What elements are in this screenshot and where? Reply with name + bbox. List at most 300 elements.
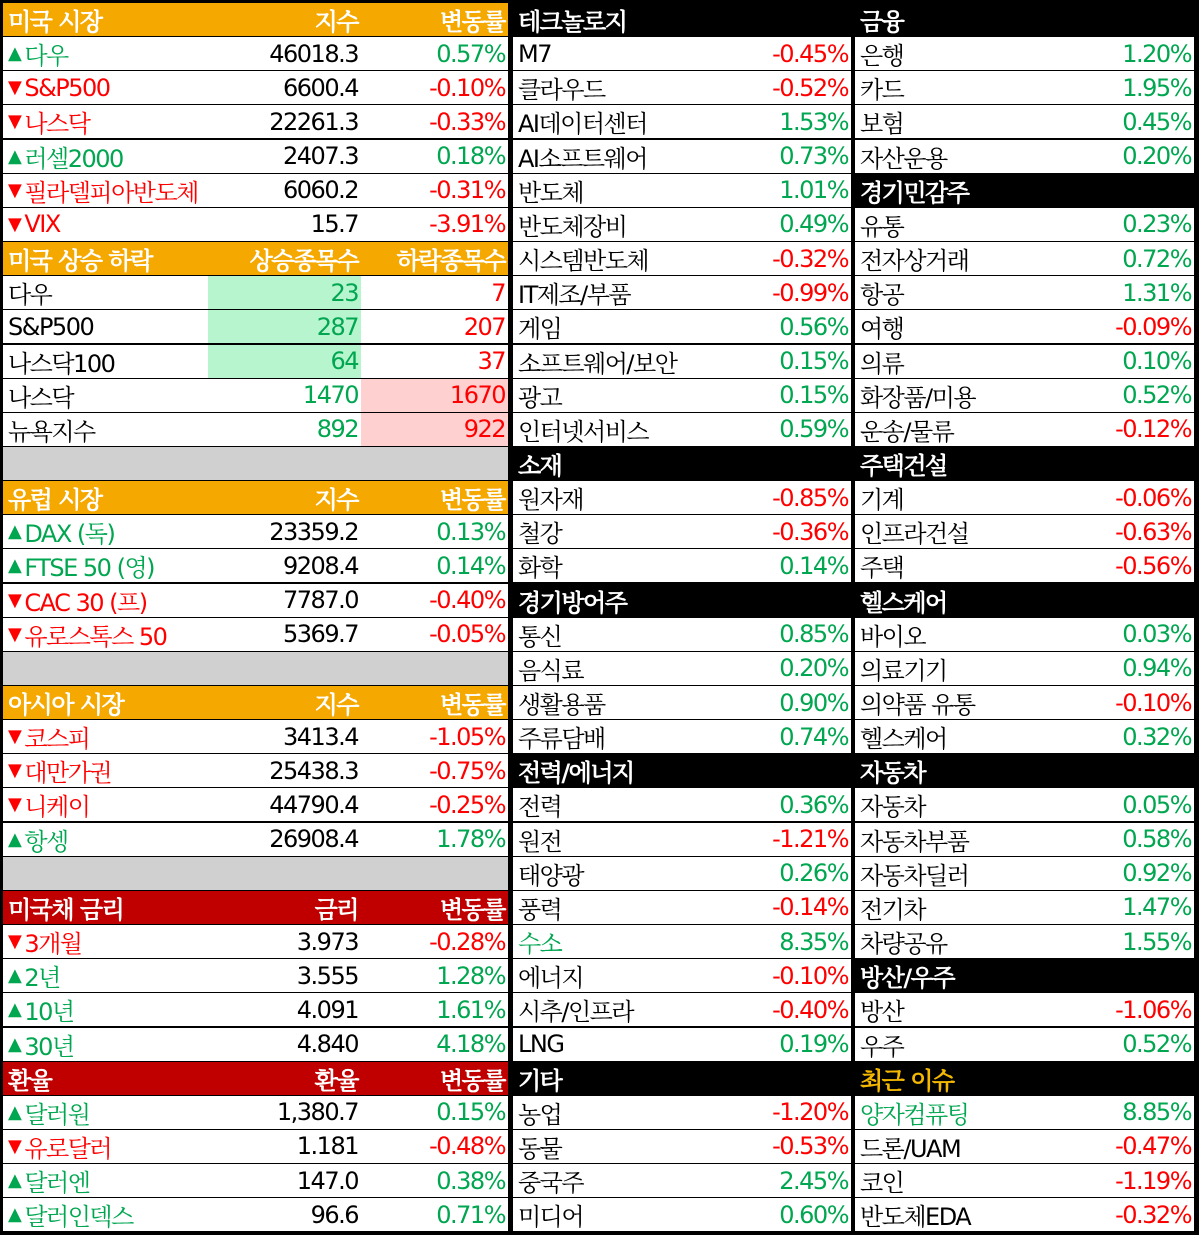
change-percent: -0.10% <box>429 73 505 102</box>
sector-change-percent: -0.52% <box>772 73 848 102</box>
table-row <box>3 310 508 343</box>
market-name-cell <box>3 1164 208 1197</box>
table-row <box>3 515 508 548</box>
down-triangle-icon: ▼ <box>8 760 21 782</box>
header-title: 금융 <box>860 8 904 36</box>
index-value: 96.6 <box>310 1200 358 1229</box>
table-row <box>513 993 851 1026</box>
market-name-cell <box>3 925 208 958</box>
table-row <box>855 686 1194 719</box>
sector-name: 은행 <box>860 42 904 71</box>
sector-change-percent: -0.14% <box>772 893 848 922</box>
change-percent: 0.14% <box>436 551 505 580</box>
header-column-label: 변동률 <box>439 895 505 924</box>
index-value: 7787.0 <box>283 586 358 615</box>
market-name-cell <box>3 959 208 992</box>
header-column-label <box>713 1062 851 1095</box>
table-row <box>513 720 851 753</box>
sector-change-percent: 0.94% <box>1122 654 1191 683</box>
market-name: 2년 <box>24 964 60 993</box>
change-percent: -3.91% <box>429 210 505 239</box>
up-triangle-icon: ▲ <box>8 43 21 65</box>
market-name-cell <box>3 37 208 70</box>
table-row <box>513 823 851 856</box>
table-row <box>513 345 851 378</box>
sector-change-percent: -0.06% <box>1115 483 1191 512</box>
sector-name: 유통 <box>860 212 904 241</box>
table-row <box>855 208 1194 241</box>
sector-name: 드론/UAM <box>860 1134 961 1163</box>
section-header <box>3 686 508 719</box>
table-row <box>513 37 851 70</box>
header-column-label: 상승종목수 <box>249 247 358 276</box>
header-title: 유럽 시장 <box>8 486 102 515</box>
sector-change-percent: 0.23% <box>1122 210 1191 239</box>
table-row <box>855 71 1194 104</box>
section-header <box>513 1062 851 1095</box>
header-title: 주택건설 <box>860 451 947 480</box>
table-row <box>3 276 508 309</box>
up-triangle-icon: ▲ <box>8 1101 21 1123</box>
sector-name: 전자상거래 <box>860 247 969 276</box>
sector-name: 농업 <box>518 1100 562 1129</box>
change-percent: 0.13% <box>436 517 505 546</box>
advancing-count: 892 <box>316 415 358 444</box>
index-value: 15.7 <box>310 210 358 239</box>
index-value: 23359.2 <box>269 517 358 546</box>
table-row <box>855 1096 1194 1129</box>
sector-change-percent: 0.19% <box>779 1030 848 1058</box>
advancing-count: 287 <box>208 310 361 343</box>
market-name: 달러엔 <box>24 1169 90 1198</box>
index-value: 6600.4 <box>283 73 358 102</box>
sector-change-percent: -0.10% <box>1115 688 1191 717</box>
declining-count: 1670 <box>361 379 508 412</box>
sector-change-percent: -0.32% <box>1115 1200 1191 1229</box>
change-percent: -0.05% <box>429 620 505 649</box>
sector-name: 반도체장비 <box>518 212 627 241</box>
table-row <box>513 891 851 924</box>
market-name: S&P500 <box>24 73 110 102</box>
section-header <box>513 754 851 787</box>
market-name: 나스닥100 <box>8 349 115 378</box>
up-triangle-icon: ▲ <box>8 1033 21 1055</box>
declining-count: 37 <box>477 347 505 375</box>
market-name-cell <box>3 993 208 1026</box>
change-percent: -0.48% <box>429 1132 505 1161</box>
index-value: 9208.4 <box>283 551 358 580</box>
header-title: 최근 이슈 <box>860 1066 954 1095</box>
section-header <box>855 447 1194 480</box>
table-row <box>855 788 1194 821</box>
index-value: 44790.4 <box>269 790 358 819</box>
sector-name: 반도체 <box>518 178 584 207</box>
table-row <box>855 140 1194 173</box>
table-row <box>855 515 1194 548</box>
market-name: 달러원 <box>24 1100 90 1129</box>
market-name-cell <box>3 1130 208 1163</box>
change-percent: 1.61% <box>436 995 505 1024</box>
sector-name: 철강 <box>518 520 562 549</box>
down-triangle-icon: ▼ <box>8 589 21 611</box>
market-name-cell <box>3 788 208 821</box>
sector-name: AI소프트웨어 <box>518 144 647 173</box>
table-row <box>855 925 1194 958</box>
header-column-label: 지수 <box>314 8 358 36</box>
table-row <box>513 481 851 514</box>
table-row <box>513 1164 851 1197</box>
table-row <box>855 345 1194 378</box>
index-value: 3.973 <box>296 927 358 956</box>
index-value: 6060.2 <box>283 176 358 205</box>
header-title: 미국채 금리 <box>8 895 124 924</box>
table-row <box>3 105 508 138</box>
table-row <box>513 652 851 685</box>
header-column-label <box>1055 754 1194 787</box>
table-row <box>513 310 851 343</box>
table-row <box>855 1198 1194 1231</box>
table-row <box>855 105 1194 138</box>
table-row <box>855 1164 1194 1197</box>
index-value: 4.091 <box>296 995 358 1024</box>
sector-change-percent: 0.74% <box>779 722 848 751</box>
market-name-cell <box>3 208 208 241</box>
table-row <box>513 515 851 548</box>
market-name-cell <box>3 1028 208 1061</box>
declining-count: 207 <box>463 312 505 341</box>
index-value: 1,380.7 <box>276 1098 358 1127</box>
sector-change-percent: 0.45% <box>1122 107 1191 136</box>
sector-name: 보험 <box>860 110 904 139</box>
sector-name: 카드 <box>860 76 904 105</box>
down-triangle-icon: ▼ <box>8 1135 21 1157</box>
sector-change-percent: 1.47% <box>1122 893 1191 922</box>
section-header <box>3 242 508 275</box>
market-name: 다우 <box>8 281 52 310</box>
table-row <box>3 584 508 617</box>
index-value: 147.0 <box>296 1166 358 1195</box>
section-header <box>513 447 851 480</box>
sector-name: 인터넷서비스 <box>518 417 649 446</box>
sector-name: 우주 <box>860 1032 904 1061</box>
section-header <box>513 584 851 617</box>
sector-name: 자동차 <box>860 793 926 822</box>
sector-change-percent: -1.06% <box>1115 995 1191 1024</box>
sector-name: 시스템반도체 <box>518 247 649 276</box>
down-triangle-icon: ▼ <box>8 623 21 645</box>
table-row <box>855 857 1194 890</box>
table-row <box>855 481 1194 514</box>
index-value: 3413.4 <box>283 722 358 751</box>
market-name: 니케이 <box>24 793 90 822</box>
header-column-label <box>1055 447 1194 480</box>
change-percent: -0.28% <box>429 927 505 956</box>
table-row <box>513 1198 851 1231</box>
table-row <box>513 71 851 104</box>
sector-name: 주류담배 <box>518 725 605 754</box>
market-name-cell <box>3 1096 208 1129</box>
sector-change-percent: -0.45% <box>772 39 848 68</box>
sector-change-percent: 1.31% <box>1122 278 1191 307</box>
sector-change-percent: 8.35% <box>779 927 848 956</box>
sector-change-percent: 8.85% <box>1122 1098 1191 1127</box>
sector-name: 에너지 <box>518 964 584 993</box>
sector-name: 원자재 <box>518 486 584 515</box>
table-row <box>3 1028 508 1061</box>
table-row <box>513 1096 851 1129</box>
market-name-cell <box>3 584 208 617</box>
table-row <box>855 242 1194 275</box>
sector-change-percent: 0.05% <box>1122 790 1191 819</box>
sector-name: 헬스케어 <box>860 725 947 754</box>
sector-change-percent: -0.85% <box>772 483 848 512</box>
section-header <box>513 3 851 36</box>
sector-change-percent: -1.20% <box>772 1098 848 1127</box>
sector-name: AI데이터센터 <box>518 110 647 139</box>
table-row <box>3 1096 508 1129</box>
sector-change-percent: -0.56% <box>1115 551 1191 580</box>
header-column-label: 변동률 <box>439 1066 505 1095</box>
table-row <box>513 208 851 241</box>
market-name: 코스피 <box>24 725 90 754</box>
section-header <box>3 891 508 924</box>
section-header <box>855 584 1194 617</box>
market-name: 다우 <box>24 42 68 71</box>
sector-name: 운송/물류 <box>860 417 954 446</box>
change-percent: 0.71% <box>436 1200 505 1229</box>
sector-change-percent: 0.90% <box>779 688 848 717</box>
sector-name: 차량공유 <box>860 930 947 959</box>
header-column-label <box>1055 959 1194 992</box>
sector-change-percent: 0.49% <box>779 210 848 239</box>
table-row <box>513 140 851 173</box>
sector-name: 게임 <box>518 315 562 344</box>
header-title: 방산/우주 <box>860 964 955 993</box>
table-row <box>855 891 1194 924</box>
header-column-label <box>713 3 851 36</box>
change-percent: 4.18% <box>436 1030 505 1058</box>
table-row <box>513 174 851 207</box>
sector-name: 방산 <box>860 998 904 1027</box>
table-row <box>3 1130 508 1163</box>
sector-change-percent: 0.14% <box>779 551 848 580</box>
up-triangle-icon: ▲ <box>8 145 21 167</box>
header-column-label: 하락종목수 <box>396 247 505 276</box>
sector-change-percent: 0.20% <box>1122 142 1191 171</box>
table-row <box>513 105 851 138</box>
sector-change-percent: -1.21% <box>772 825 848 854</box>
header-title: 환율 <box>8 1066 52 1095</box>
market-name: 30년 <box>24 1032 74 1061</box>
market-name: CAC 30 (프) <box>24 588 147 617</box>
market-name-cell <box>3 549 208 582</box>
section-header <box>3 1062 508 1095</box>
table-row <box>3 925 508 958</box>
change-percent: 0.18% <box>436 142 505 171</box>
table-row <box>3 823 508 856</box>
table-row <box>513 242 851 275</box>
table-row <box>3 618 508 651</box>
sector-name: 의류 <box>860 349 904 378</box>
header-column-label <box>1055 1062 1194 1095</box>
sector-name: 바이오 <box>860 622 926 651</box>
index-value: 1.181 <box>296 1132 358 1161</box>
sector-change-percent: 0.15% <box>779 381 848 410</box>
sector-name: 자산운용 <box>860 144 947 173</box>
index-value: 3.555 <box>296 961 358 990</box>
sector-name: 여행 <box>860 315 904 344</box>
sector-name: 시추/인프라 <box>518 998 634 1027</box>
market-name: 달러인덱스 <box>24 1203 133 1232</box>
advancing-count: 1470 <box>302 381 358 410</box>
down-triangle-icon: ▼ <box>8 794 21 816</box>
up-triangle-icon: ▲ <box>8 999 21 1021</box>
index-value: 2407.3 <box>283 142 358 171</box>
change-percent: -0.40% <box>429 586 505 615</box>
sector-change-percent: 0.60% <box>779 1200 848 1229</box>
down-triangle-icon: ▼ <box>8 213 21 235</box>
sector-change-percent: 0.58% <box>1122 825 1191 854</box>
sector-name: 원전 <box>518 827 562 856</box>
sector-name: 기계 <box>860 486 904 515</box>
sector-name: 전력 <box>518 793 562 822</box>
sector-change-percent: 0.59% <box>779 415 848 444</box>
index-value: 5369.7 <box>283 620 358 649</box>
up-triangle-icon: ▲ <box>8 1170 21 1192</box>
down-triangle-icon: ▼ <box>8 931 21 953</box>
table-row <box>3 71 508 104</box>
up-triangle-icon: ▲ <box>8 555 21 577</box>
market-name: VIX <box>24 210 60 239</box>
header-title: 기타 <box>518 1066 562 1095</box>
market-name-cell <box>3 105 208 138</box>
table-row <box>3 413 508 446</box>
sector-change-percent: -0.53% <box>772 1132 848 1161</box>
sector-change-percent: -0.32% <box>772 244 848 273</box>
market-name: 유로스톡스 50 <box>24 622 167 651</box>
header-column-label: 변동률 <box>439 8 505 36</box>
sector-name: 인프라건설 <box>860 520 969 549</box>
sector-name: 통신 <box>518 622 562 651</box>
market-name: 나스닥 <box>24 110 90 139</box>
market-name-cell <box>3 71 208 104</box>
sector-change-percent: 1.95% <box>1122 73 1191 102</box>
sector-name: 자동차부품 <box>860 827 969 856</box>
sector-change-percent: 2.45% <box>779 1166 848 1195</box>
change-percent: -1.05% <box>429 722 505 751</box>
up-triangle-icon: ▲ <box>8 828 21 850</box>
sector-name: 주택 <box>860 554 904 583</box>
section-header <box>855 1062 1194 1095</box>
change-percent: 1.78% <box>436 825 505 854</box>
market-name: DAX (독) <box>24 520 115 549</box>
sector-name: IT제조/부품 <box>518 281 631 310</box>
sector-name: M7 <box>518 39 551 68</box>
market-name: 러셀2000 <box>24 144 123 173</box>
header-title: 자동차 <box>860 759 926 788</box>
declining-count: 7 <box>491 278 505 307</box>
table-row <box>3 379 508 412</box>
table-row <box>513 686 851 719</box>
change-percent: -0.75% <box>429 756 505 785</box>
sector-change-percent: 0.92% <box>1122 859 1191 888</box>
header-column-label: 환율 <box>314 1066 358 1095</box>
sector-change-percent: 0.15% <box>779 347 848 375</box>
section-header <box>3 481 508 514</box>
header-title: 테크놀로지 <box>518 8 627 36</box>
market-name-cell <box>3 720 208 753</box>
market-name-cell <box>3 618 208 651</box>
change-percent: 1.28% <box>436 961 505 990</box>
header-column-label: 변동률 <box>439 486 505 515</box>
down-triangle-icon: ▼ <box>8 179 21 201</box>
sector-change-percent: 0.73% <box>779 142 848 171</box>
sector-change-percent: -0.47% <box>1115 1132 1191 1161</box>
sector-name: 코인 <box>860 1169 904 1198</box>
table-row <box>3 549 508 582</box>
sector-name: 중국주 <box>518 1169 584 1198</box>
declining-count: 922 <box>361 413 508 446</box>
table-row <box>3 37 508 70</box>
sector-change-percent: -0.99% <box>772 278 848 307</box>
sector-name: 의료기기 <box>860 656 947 685</box>
header-title: 아시아 시장 <box>8 691 124 719</box>
header-column-label <box>1055 3 1194 36</box>
sector-change-percent: 0.52% <box>1122 1030 1191 1058</box>
advancing-count: 23 <box>208 276 361 309</box>
up-triangle-icon: ▲ <box>8 965 21 987</box>
sector-change-percent: 0.72% <box>1122 244 1191 273</box>
sector-name: 음식료 <box>518 656 584 685</box>
sector-change-percent: 0.32% <box>1122 722 1191 751</box>
change-percent: 0.38% <box>436 1166 505 1195</box>
table-row <box>855 823 1194 856</box>
table-row <box>513 1028 851 1061</box>
table-row <box>513 379 851 412</box>
table-row <box>513 925 851 958</box>
sector-change-percent: 0.56% <box>779 312 848 341</box>
sector-name: 수소 <box>518 930 562 959</box>
table-row <box>855 549 1194 582</box>
sector-name: 전기차 <box>860 895 926 924</box>
market-name: 뉴욕지수 <box>8 417 95 446</box>
index-value: 46018.3 <box>269 39 358 68</box>
sector-change-percent: 1.01% <box>779 176 848 205</box>
header-title: 경기방어주 <box>518 588 627 617</box>
sector-name: 반도체EDA <box>860 1203 971 1232</box>
sector-change-percent: 1.20% <box>1122 39 1191 68</box>
table-row <box>855 1028 1194 1061</box>
market-name-cell <box>3 140 208 173</box>
table-row <box>3 140 508 173</box>
table-row <box>3 754 508 787</box>
market-name: S&P500 <box>8 312 94 341</box>
sector-name: 생활용품 <box>518 691 605 719</box>
down-triangle-icon: ▼ <box>8 77 21 99</box>
header-title: 소재 <box>518 451 562 480</box>
sector-change-percent: -0.36% <box>772 517 848 546</box>
sector-name: 태양광 <box>518 861 584 890</box>
change-percent: 0.15% <box>436 1098 505 1127</box>
table-row <box>3 993 508 1026</box>
market-name: 유로달러 <box>24 1134 112 1163</box>
sector-name: 광고 <box>518 383 562 412</box>
change-percent: -0.33% <box>429 107 505 136</box>
change-percent: -0.31% <box>429 176 505 205</box>
market-name: 항셍 <box>24 827 68 856</box>
header-column-label <box>713 447 851 480</box>
sector-change-percent: 0.26% <box>779 859 848 888</box>
